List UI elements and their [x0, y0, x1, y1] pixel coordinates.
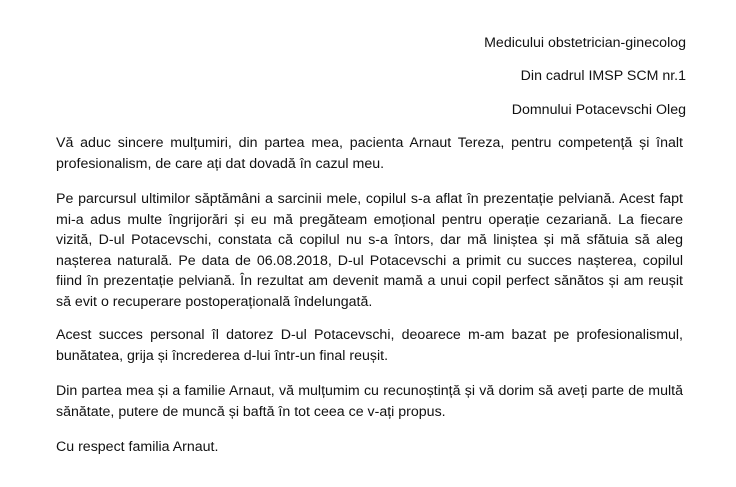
paragraph-wishes: Din partea mea și a familie Arnaut, vă mulțumim cu recunoștință și vă dorim să aveți parte de multă sănătate, putere de muncă și baftă în tot ceea ce v-ați propus.: [56, 383, 683, 420]
recipient-line-title: Medicului obstetrician-ginecolog: [484, 35, 686, 51]
closing-signature: Cu respect familia Arnaut.: [56, 439, 219, 455]
letter-body: [56, 133, 683, 457]
recipient-line-institution: Din cadrul IMSP SCM nr.1: [520, 68, 686, 84]
recipient-line-name: Domnului Potacevschi Oleg: [511, 102, 686, 118]
paragraph-story: Pe parcursul ultimilor săptămâni a sarcinii mele, copilul s-a aflat în prezentație pelviană. Acest fapt mi-a adus multe îngrijorări și eu mă pregăteam emoțional pentru operație cezariană. La fiecare vizită, D-ul Potacevschi, constata că copilul nu s-a întors, dar mă liniștea și mă sfătuia să aleg nașterea naturală. Pe data de 06.08.2018, D-ul Potacevschi a primit cu succes nașterea, copilul fiind în prezentație pelviană. În rezultat am devenit mamă a unui copil perfect sănătos și am reușit să evit o recuperare postoperațională îndelungată.: [56, 191, 683, 310]
paragraph-thanks: Vă aduc sincere mulțumiri, din partea mea, pacienta Arnaut Tereza, pentru competență și înalt profesionalism, de care ați dat dovadă în cazul meu.: [56, 135, 683, 172]
paragraph-success: Acest succes personal îl datorez D-ul Potacevschi, deoarece m-am bazat pe profesionalismul, bunătatea, grija și încrederea d-lui într-un final reușit.: [56, 327, 683, 364]
